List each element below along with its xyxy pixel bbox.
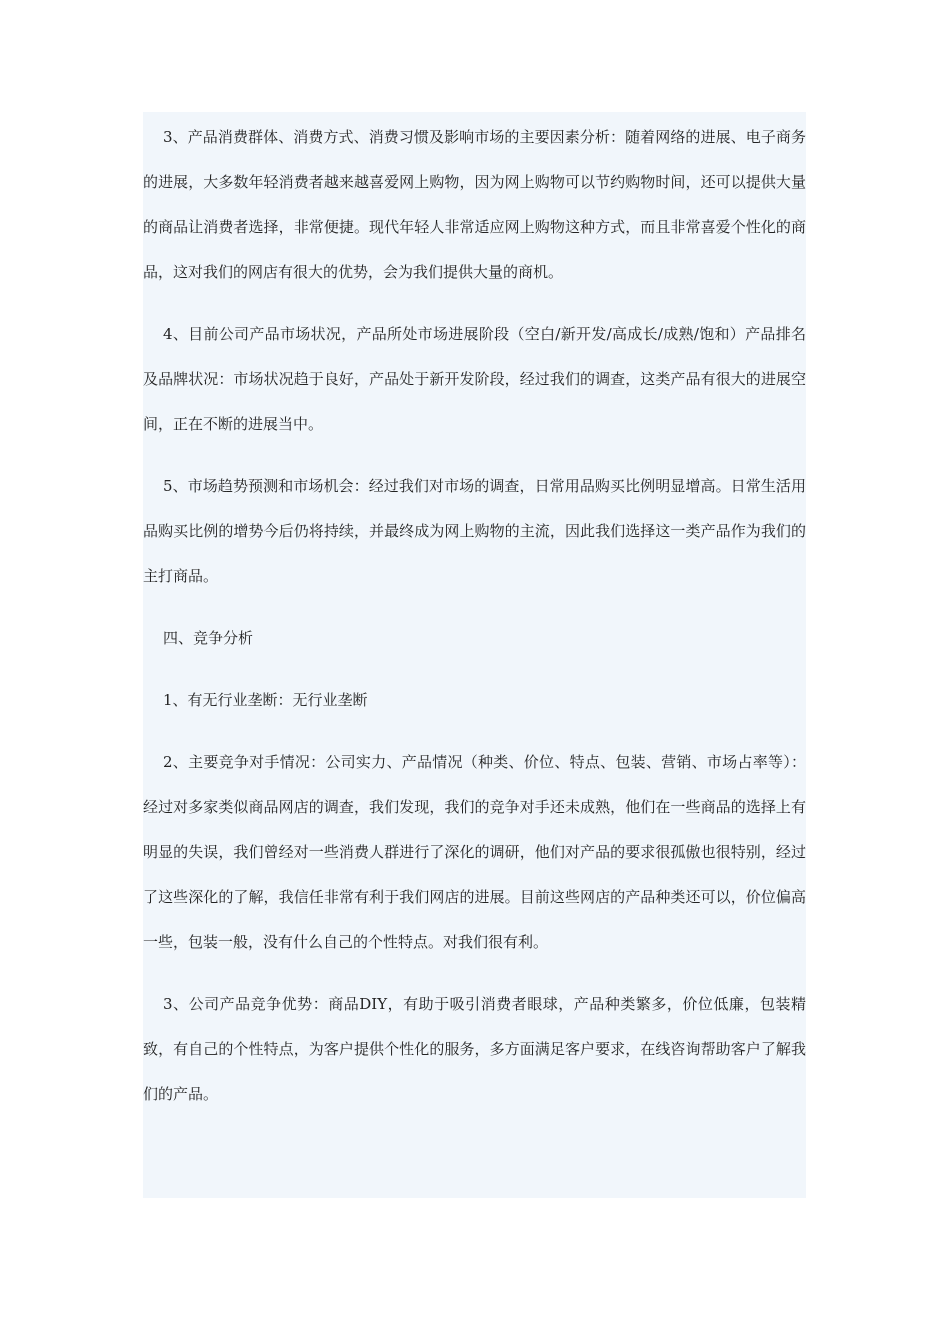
paragraph-market-factors: 3、产品消费群体、消费方式、消费习惯及影响市场的主要因素分析：随着网络的进展、电子商务的进展，大多数年轻消费者越来越喜爱网上购物，因为网上购物可以节约购物时间，还可以提供大量的商品让消费者选择，非常便捷。现代年轻人非常适应网上购物这种方式，而且非常喜爱个性化的商品，这对我们的网店有很大的优势，会为我们提供大量的商机。	[143, 128, 806, 281]
paragraph-market-status: 4、目前公司产品市场状况，产品所处市场进展阶段（空白/新开发/高成长/成熟/饱和）产品排名及品牌状况：市场状况趋于良好，产品处于新开发阶段，经过我们的调查，这类产品有很大的进展空间，正在不断的进展当中。	[143, 325, 806, 433]
paragraph-market-trend: 5、市场趋势预测和市场机会：经过我们对市场的调查，日常用品购买比例明显增高。日常生活用品购买比例的增势今后仍将持续，并最终成为网上购物的主流，因此我们选择这一类产品作为我们的主打商品。	[143, 477, 806, 585]
paragraph-competitors: 2、主要竞争对手情况：公司实力、产品情况（种类、价位、特点、包装、营销、市场占率等）：经过对多家类似商品网店的调查，我们发现，我们的竞争对手还未成熟，他们在一些商品的选择上有明显的失误，我们曾经对一些消费人群进行了深化的调研，他们对产品的要求很孤傲也很特别，经过了这些深化的了解，我信任非常有利于我们网店的进展。目前这些网店的产品种类还可以，价位偏高一些，包装一般，没有什么自己的个性特点。对我们很有利。	[143, 753, 806, 951]
paragraph-monopoly: 1、有无行业垄断：无行业垄断	[163, 691, 368, 709]
document-body	[143, 112, 806, 1198]
paragraph-advantages: 3、公司产品竞争优势：商品DIY，有助于吸引消费者眼球，产品种类繁多，价位低廉，包装精致，有自己的个性特点，为客户提供个性化的服务，多方面满足客户要求，在线咨询帮助客户了解我们的产品。	[143, 995, 806, 1103]
section-heading-competition: 四、竞争分析	[163, 629, 254, 647]
